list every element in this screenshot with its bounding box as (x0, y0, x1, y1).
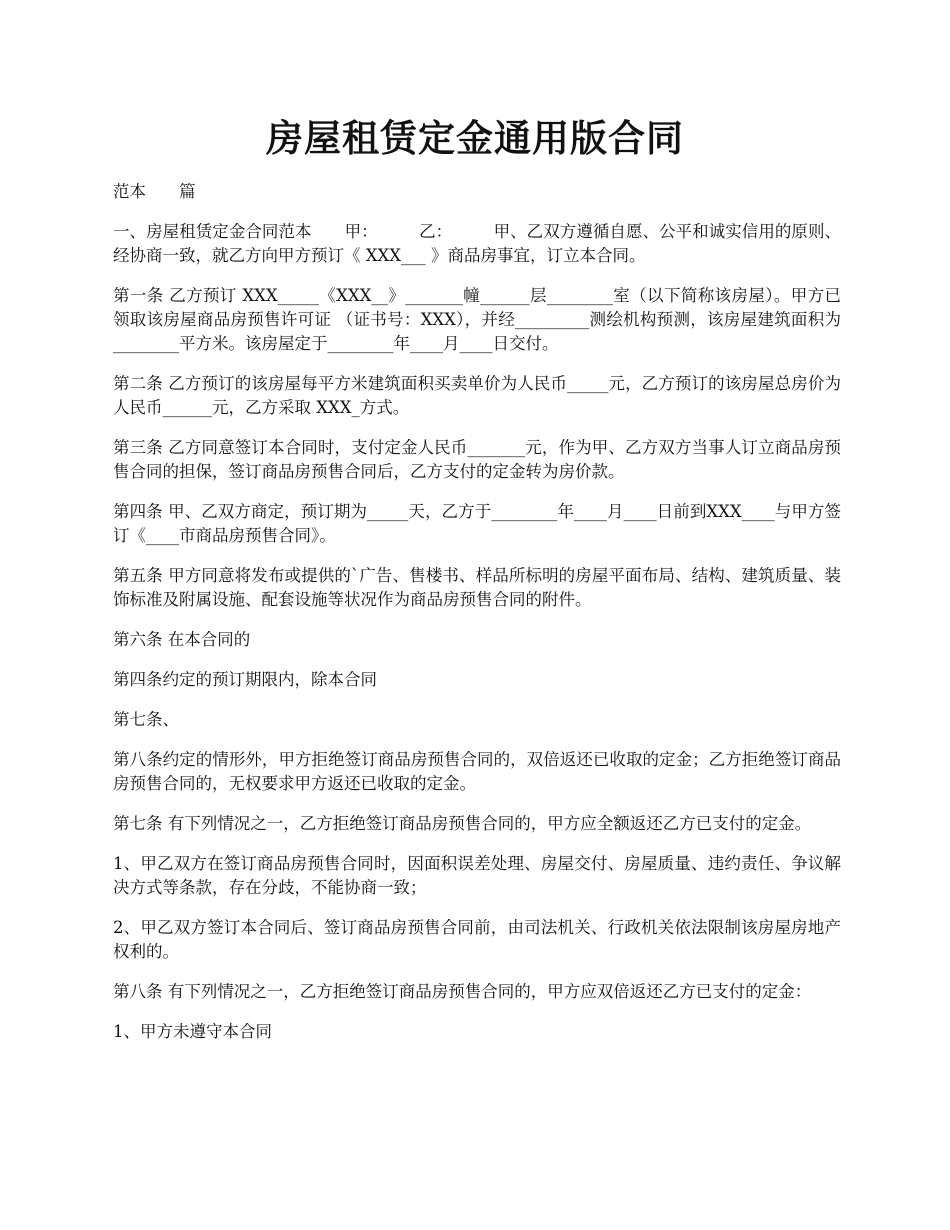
paragraph-intro: 一、房屋租赁定金合同范本 甲： 乙： 甲、乙双方遵循自愿、公平和诚实信用的原则、经协商一致，就乙方向甲方预订《 XXX___ 》商品房事宜，订立本合同。 (113, 222, 841, 265)
paragraph-article-7-item-1: 1、甲乙双方在签订商品房预售合同时，因面积误差处理、房屋交付、房屋质量、违约责任、争议解决方式等条款，存在分歧，不能协商一致； (113, 854, 841, 897)
paragraph-article-7-ref: 第七条、 (113, 710, 179, 729)
paragraph-article-8-ref: 第八条约定的情形外，甲方拒绝签订商品房预售合同的，双倍返还已收取的定金；乙方拒绝签订商品房预售合同的，无权要求甲方返还已收取的定金。 (113, 750, 841, 793)
paragraph-article-5: 第五条 甲方同意将发布或提供的`广告、售楼书、样品所标明的房屋平面布局、结构、建筑质量、装饰标准及附属设施、配套设施等状况作为商品房预售合同的附件。 (113, 566, 841, 609)
paragraph-article-3: 第三条 乙方同意签订本合同时，支付定金人民币_______元，作为甲、乙方双方当事人订立商品房预售合同的担保，签订商品房预售合同后，乙方支付的定金转为房价款。 (113, 438, 841, 481)
paragraph-article-8-item-1: 1、甲方未遵守本合同 (113, 1022, 272, 1041)
paragraph-article-7: 第七条 有下列情况之一，乙方拒绝签订商品房预售合同的，甲方应全额返还乙方已支付的定金。 (113, 814, 812, 833)
document-title: 房屋租赁定金通用版合同 (266, 116, 684, 160)
subtitle-line: 范本 篇 (113, 182, 196, 201)
paragraph-article-8: 第八条 有下列情况之一，乙方拒绝签订商品房预售合同的，甲方应双倍返还乙方已支付的定金： (113, 982, 812, 1001)
paragraph-article-4-ref: 第四条约定的预订期限内，除本合同 (113, 670, 377, 689)
paragraph-article-4: 第四条 甲、乙双方商定，预订期为_____天，乙方于________年____月____日前到XXX____与甲方签订《____市商品房预售合同》。 (113, 502, 841, 545)
paragraph-article-6: 第六条 在本合同的 (113, 630, 251, 649)
document-body (113, 180, 841, 1060)
paragraph-article-1: 第一条 乙方预订 XXX_____《XXX__》_______幢______层________室（以下简称该房屋）。甲方已领取该房屋商品房预售许可证 （证书号：XXX），并经_________测绘机构预测，该房屋建筑面积为 ________平方米。该房屋定于________年____月____日交付。 (113, 286, 841, 353)
paragraph-article-2: 第二条 乙方预订的该房屋每平方米建筑面积买卖单价为人民币_____元，乙方预订的该房屋总房价为人民币______元，乙方采取 XXX_方式。 (113, 374, 841, 417)
paragraph-article-7-item-2: 2、甲乙双方签订本合同后、签订商品房预售合同前，由司法机关、行政机关依法限制该房屋房地产权利的。 (113, 918, 841, 961)
